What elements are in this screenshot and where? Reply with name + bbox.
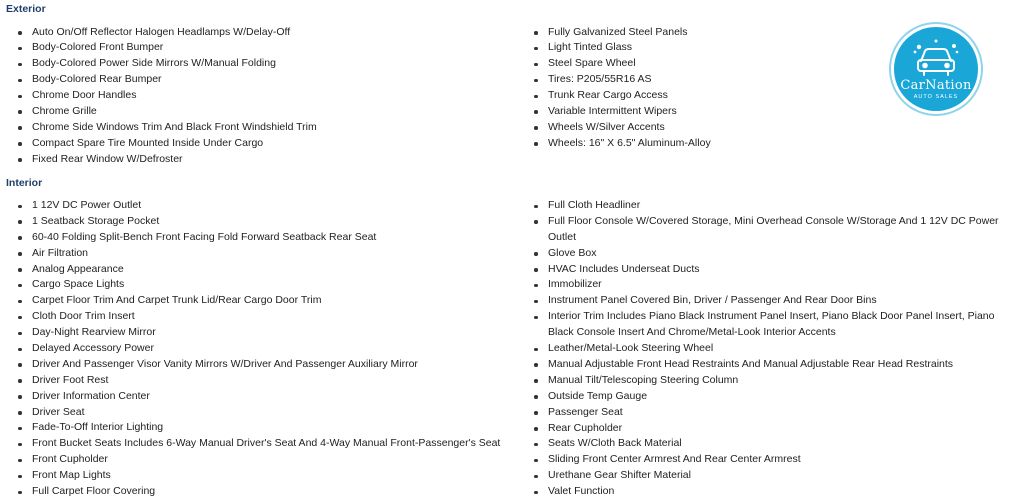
feature-list-item: Urethane Gear Shifter Material: [534, 468, 1020, 484]
exterior-list-right: [534, 25, 894, 152]
feature-list-item: Wheels W/Silver Accents: [534, 120, 894, 136]
feature-list-item: Driver Seat: [18, 405, 523, 421]
feature-list-item: Fully Galvanized Steel Panels: [534, 25, 894, 41]
feature-list-item: Fixed Rear Window W/Defroster: [18, 152, 518, 168]
feature-list-item: Full Floor Console W/Covered Storage, Mini Overhead Console W/Storage And 1 12V DC Power Outlet: [534, 214, 1020, 246]
feature-list-item: Full Cloth Headliner: [534, 198, 1020, 214]
feature-list-item: Body-Colored Power Side Mirrors W/Manual Folding: [18, 56, 518, 72]
feature-list-item: Passenger Seat: [534, 405, 1020, 421]
feature-list-item: Body-Colored Rear Bumper: [18, 72, 518, 88]
feature-list-item: Trunk Rear Cargo Access: [534, 88, 894, 104]
feature-list-item: Chrome Grille: [18, 104, 518, 120]
feature-list-item: Manual Adjustable Front Head Restraints And Manual Adjustable Rear Head Restraints: [534, 357, 1020, 373]
feature-list-item: Day-Night Rearview Mirror: [18, 325, 523, 341]
feature-list-item: Manual Tilt/Telescoping Steering Column: [534, 373, 1020, 389]
exterior-list-left: [18, 25, 518, 168]
feature-list-item: Glove Box: [534, 246, 1020, 262]
feature-list-item: Wheels: 16" X 6.5" Aluminum-Alloy: [534, 136, 894, 152]
feature-list-item: Cloth Door Trim Insert: [18, 309, 523, 325]
feature-list-item: Carpet Floor Trim And Carpet Trunk Lid/Rear Cargo Door Trim: [18, 293, 523, 309]
feature-list-item: Delayed Accessory Power: [18, 341, 523, 357]
feature-list-item: Light Tinted Glass: [534, 40, 894, 56]
interior-list-left: [18, 198, 523, 500]
feature-list-item: Steel Spare Wheel: [534, 56, 894, 72]
feature-list-item: Front Map Lights: [18, 468, 523, 484]
feature-list-item: Leather/Metal-Look Steering Wheel: [534, 341, 1020, 357]
feature-list-item: HVAC Includes Underseat Ducts: [534, 262, 1020, 278]
feature-list-item: Driver Foot Rest: [18, 373, 523, 389]
interior-list-right: [534, 198, 1020, 500]
feature-list-item: Front Cupholder: [18, 452, 523, 468]
feature-list-item: Analog Appearance: [18, 262, 523, 278]
feature-list-item: 60-40 Folding Split-Bench Front Facing Fold Forward Seatback Rear Seat: [18, 230, 523, 246]
feature-list-item: Chrome Door Handles: [18, 88, 518, 104]
feature-list-item: Interior Trim Includes Piano Black Instrument Panel Insert, Piano Black Door Panel Insert, Piano Black Console Insert And Chrome/Metal-Look Interior Accents: [534, 309, 1020, 341]
feature-list-item: Auto On/Off Reflector Halogen Headlamps W/Delay-Off: [18, 25, 518, 41]
feature-list-item: Fade-To-Off Interior Lighting: [18, 420, 523, 436]
logo-name: CarNation: [900, 78, 972, 93]
feature-list-item: Outside Temp Gauge: [534, 389, 1020, 405]
feature-list-item: Full Carpet Floor Covering: [18, 484, 523, 500]
feature-list-item: 1 Seatback Storage Pocket: [18, 214, 523, 230]
logo-subtitle: AUTO SALES: [913, 94, 959, 100]
feature-list-item: Driver And Passenger Visor Vanity Mirrors W/Driver And Passenger Auxiliary Mirror: [18, 357, 523, 373]
feature-list-item: Variable Intermittent Wipers: [534, 104, 894, 120]
feature-list-item: Seats W/Cloth Back Material: [534, 436, 1020, 452]
feature-list-item: Valet Function: [534, 484, 1020, 500]
feature-list-item: Sliding Front Center Armrest And Rear Center Armrest: [534, 452, 1020, 468]
feature-list-item: Cargo Space Lights: [18, 277, 523, 293]
feature-list-item: Rear Cupholder: [534, 421, 1020, 437]
feature-list-item: Instrument Panel Covered Bin, Driver / Passenger And Rear Door Bins: [534, 293, 1020, 309]
feature-list-item: Immobilizer: [534, 277, 1020, 293]
feature-list-item: 1 12V DC Power Outlet: [18, 198, 523, 214]
feature-list-item: Air Filtration: [18, 246, 523, 262]
feature-list-item: Compact Spare Tire Mounted Inside Under Cargo: [18, 136, 518, 152]
logo-badge: [888, 21, 984, 117]
carnation-logo: [888, 21, 984, 117]
interior-heading: Interior: [6, 177, 43, 189]
feature-list-item: Front Bucket Seats Includes 6-Way Manual Driver's Seat And 4-Way Manual Front-Passenger's Seat: [18, 436, 523, 452]
exterior-heading: Exterior: [6, 3, 46, 15]
feature-list-item: Tires: P205/55R16 AS: [534, 72, 894, 88]
feature-list-item: Chrome Side Windows Trim And Black Front Windshield Trim: [18, 120, 518, 136]
feature-list-item: Driver Information Center: [18, 389, 523, 405]
feature-list-item: Body-Colored Front Bumper: [18, 40, 518, 56]
